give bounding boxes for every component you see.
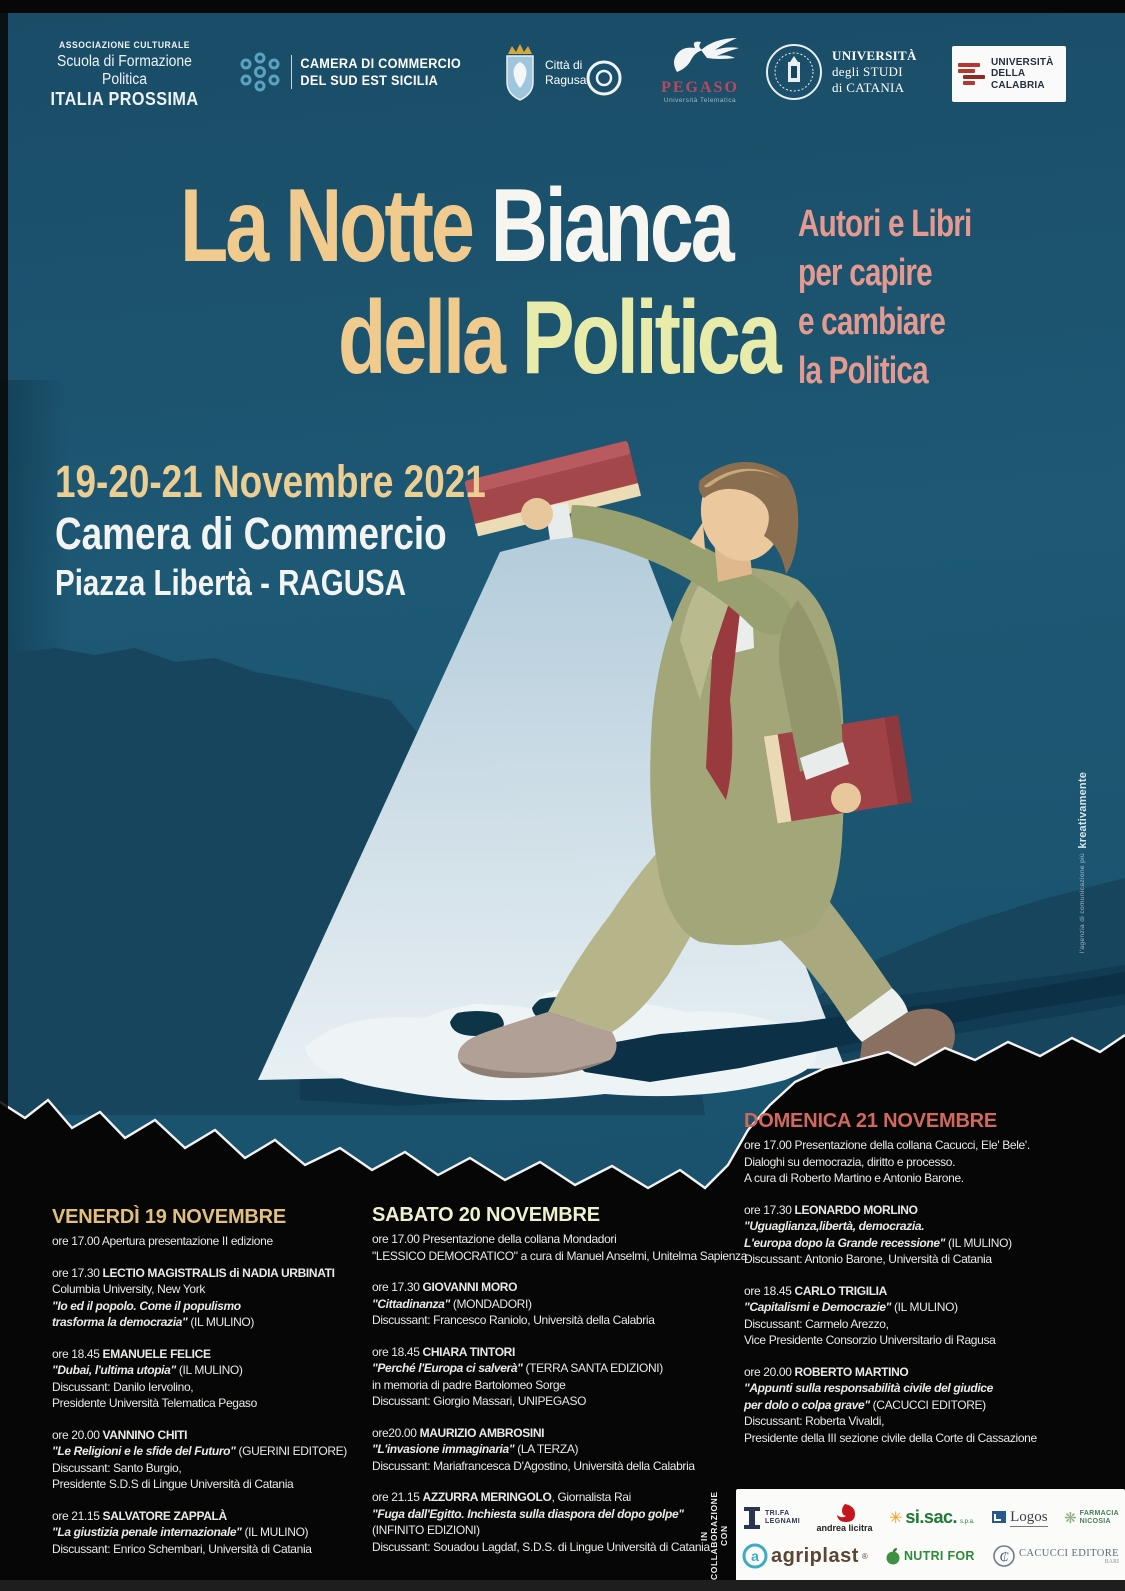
program-text-segment: (MONDADORI) (452, 1296, 532, 1311)
program-line (372, 1506, 724, 1523)
program-line (372, 1489, 724, 1506)
program-line (744, 1332, 1116, 1349)
program-line (372, 1522, 724, 1539)
program-line (744, 1235, 1116, 1252)
program-text-segment: (GUERINI EDITORE) (238, 1444, 347, 1458)
program-text-segment: LEONARDO MORLINO (794, 1202, 918, 1217)
program-event (372, 1231, 748, 1264)
sponsor-logos (991, 1509, 1048, 1527)
chamber-line1: CAMERA DI COMMERCIO (300, 56, 462, 71)
event-venue: Camera di Commercio (55, 508, 447, 559)
program-line (744, 1170, 1116, 1187)
program-line (52, 1476, 370, 1493)
program-text-segment: Columbia University, New York (52, 1282, 206, 1296)
program-text-segment: "La giustizia penale internazionale" (52, 1525, 245, 1539)
program-text-segment: ore20.00 (372, 1425, 420, 1440)
program-text-segment: (TERRA SANTA EDIZIONI) (525, 1361, 663, 1375)
program-text-segment: Discussant: Danilo Iervolino, (52, 1379, 194, 1394)
program-line (52, 1281, 370, 1298)
program-line (52, 1443, 370, 1460)
sponsor-box (736, 1489, 1125, 1583)
program-line (744, 1137, 1116, 1154)
program-line (744, 1283, 1116, 1300)
program-text-segment: , Giornalista Rai (551, 1490, 631, 1504)
program-event (744, 1137, 1116, 1187)
program-line (372, 1441, 724, 1458)
program-text-segment: (IL MULINO) (178, 1363, 243, 1377)
program-line (52, 1460, 370, 1477)
chamber-snowflake-icon (238, 50, 282, 94)
logos-square-icon (991, 1510, 1007, 1526)
design-credit (1074, 688, 1092, 953)
program-text-segment: CARLO TRIGILIA (794, 1283, 887, 1298)
program-text-segment: Discussant: Francesco Raniolo, Università della Calabria (372, 1313, 655, 1327)
catania-university-logo (764, 42, 917, 102)
title-word-della: della (338, 280, 522, 396)
program-line (744, 1413, 1116, 1430)
program-line (52, 1508, 370, 1525)
agriplast-reg: ® (861, 1551, 868, 1561)
program-line (52, 1233, 370, 1250)
program-text-segment: Discussant: Enrico Schembari, Università di Catania (52, 1541, 312, 1556)
program-line (744, 1316, 1116, 1333)
poster-bottom-edge (0, 1580, 1125, 1591)
calabria-line2: DELLA (991, 68, 1026, 80)
subtitle-line1: Autori e Libri (798, 203, 972, 245)
sisac-name: si.sac. (905, 1507, 957, 1528)
calabria-line3: CALABRIA (991, 79, 1045, 91)
program-line (372, 1279, 724, 1296)
program-text-segment: "Capitalismi e Democrazie" (744, 1300, 894, 1314)
ragusa-crest-icon (502, 42, 538, 104)
subtitle-line4: la Politica (798, 350, 928, 392)
program-text-segment: Presidente S.D.S di Lingue Università di Catania (52, 1477, 294, 1491)
sponsor-row-2 (742, 1543, 1119, 1569)
program-text-segment: VANNINO CHITI (102, 1427, 188, 1442)
program-line (52, 1314, 370, 1331)
sponsor-andrea-licitra (817, 1503, 873, 1533)
program-line (52, 1346, 370, 1363)
program-text-segment: GIOVANNI MORO (422, 1280, 518, 1294)
cacucci-seal-icon (992, 1544, 1016, 1568)
program-text-segment: A cura di Roberto Martino e Antonio Barone. (744, 1171, 964, 1185)
licitra-name: andrea licitra (816, 1522, 873, 1533)
program-line (744, 1364, 1116, 1381)
program-text-segment: MAURIZIO AMBROSINI (419, 1425, 545, 1440)
program-text-segment: "Fuga dall'Egitto. Inchiesta sulla diaspora del dopo golpe" (372, 1506, 684, 1521)
program-text-segment: ROBERTO MARTINO (794, 1364, 909, 1379)
program-text-segment: per dolo o colpa grave" (744, 1397, 873, 1412)
program-line (372, 1248, 748, 1265)
sisac-sub: s.p.a. (959, 1519, 975, 1526)
program-line (372, 1231, 724, 1248)
program-line (372, 1344, 724, 1361)
nicosia-line2: NICOSIA (1079, 1517, 1111, 1525)
program-event (52, 1427, 370, 1493)
program-line (372, 1296, 724, 1313)
poster-title-line2 (338, 282, 779, 394)
program-text-segment: SALVATORE ZAPPALÀ (102, 1508, 227, 1523)
title-word-la: La (180, 168, 286, 284)
credit-small-text: l'agenzia di comunicazione più (1079, 853, 1086, 953)
program-text-segment: ore 21.15 (372, 1490, 423, 1504)
program-text-segment: (CACUCCI EDITORE) (872, 1397, 986, 1412)
ring-logo-icon (584, 58, 624, 103)
program-text-segment: (LA TERZA) (517, 1442, 579, 1456)
program-event (744, 1364, 1116, 1447)
program-line (744, 1299, 1116, 1316)
program-event (52, 1265, 370, 1331)
program-text-segment: (IL MULINO) (244, 1525, 309, 1539)
program-text-segment: ore 21.15 (52, 1508, 103, 1523)
man-hand (831, 783, 861, 813)
program-text-segment: Presidente della III sezione civile della Corte di Cassazione (744, 1430, 1037, 1445)
program-event (372, 1489, 724, 1555)
program-line (372, 1312, 724, 1329)
program-text-segment: L'europa dopo la Grande recessione" (744, 1235, 948, 1250)
calabria-university-logo (952, 46, 1066, 102)
agriplast-name: agriplast (771, 1544, 859, 1567)
program-text-segment: "LESSICO DEMOCRATICO" a cura di Manuel Anselmi, Unitelma Sapienza (372, 1248, 748, 1263)
svg-text:₵: ₵ (999, 1549, 1009, 1565)
sponsor-farmacia-nicosia (1064, 1509, 1119, 1527)
collaboration-label: IN COLLABORAZIONE CON (699, 1491, 729, 1581)
pegaso-name: PEGASO (661, 79, 739, 96)
program-day-title: VENERDÌ 19 NOVEMBRE (52, 1206, 287, 1228)
title-word-notte: Notte (285, 168, 491, 284)
program-line (372, 1360, 724, 1377)
chamber-line2: DEL SUD EST SICILIA (300, 73, 439, 88)
association-line1: ASSOCIAZIONE CULTURALE (59, 40, 190, 51)
sponsor-agriplast (742, 1543, 868, 1569)
program-text-segment: "Le Religioni e le sfide del Futuro" (52, 1444, 239, 1458)
program-event (744, 1283, 1116, 1349)
man-hand (521, 498, 553, 530)
program-text-segment: ore 17.00 Apertura presentazione II edizione (52, 1234, 273, 1248)
program-text-segment: ore 18.45 (372, 1344, 423, 1359)
poster-top-edge (0, 0, 1125, 13)
program-event (52, 1346, 370, 1412)
trifa-beam-icon (742, 1505, 762, 1531)
program-text-segment: Discussant: Santo Burgio, (52, 1460, 182, 1475)
association-line3: ITALIA PROSSIMA (50, 89, 199, 109)
program-line (372, 1539, 724, 1556)
program-text-segment: "Uguaglianza,libertà, democrazia. (744, 1219, 925, 1233)
program-day-title: SABATO 20 NOVEMBRE (372, 1204, 600, 1226)
program-line (744, 1218, 1116, 1235)
cacucci-name: CACUCCI EDITORE (1018, 1547, 1119, 1559)
ragusa-city-logo (502, 42, 586, 104)
program-line (744, 1380, 1116, 1397)
program-event (372, 1425, 724, 1475)
program-text-segment: Discussant: Carmelo Arezzo, (744, 1316, 889, 1331)
sisac-sun-icon: ✳ (889, 1509, 903, 1527)
program-day-title: DOMENICA 21 NOVEMBRE (744, 1110, 998, 1132)
catania-seal-icon (764, 42, 824, 102)
program-text-segment: LECTIO MAGISTRALIS di NADIA URBINATI (102, 1265, 335, 1280)
program-text-segment: ore 18.45 (52, 1346, 103, 1361)
program-text-segment: (IL MULINO) (948, 1235, 1012, 1250)
event-address: Piazza Libertà - RAGUSA (55, 562, 407, 603)
program-line (52, 1427, 370, 1444)
nutrifor-apple-icon (885, 1547, 901, 1565)
agriplast-a-icon (742, 1543, 768, 1569)
credit-studio-name: kreativamente (1077, 771, 1089, 849)
program-text-segment: Dialoghi su democrazia, diritto e processo. (744, 1154, 956, 1169)
program-text-segment: CHIARA TINTORI (422, 1344, 515, 1359)
svg-text:a: a (751, 1548, 759, 1565)
program-column-saturday (372, 1204, 748, 1570)
program-line (52, 1524, 370, 1541)
program-line (744, 1154, 1116, 1171)
pegaso-university-logo (648, 36, 752, 104)
program-text-segment: Presidente Università Telematica Pegaso (52, 1396, 257, 1410)
program-text-segment: Discussant: Souadou Lagdaf, S.D.S. di Lingue Università di Catania (372, 1539, 710, 1554)
program-line (744, 1251, 1116, 1268)
subtitle-line3: e cambiare (798, 301, 946, 343)
program-text-segment: ore 17.30 (52, 1265, 103, 1280)
program-line (744, 1202, 1116, 1219)
program-text-segment: (IL MULINO) (190, 1315, 255, 1329)
program-text-segment: "Cittadinanza" (372, 1296, 453, 1311)
calabria-bars-icon (958, 63, 985, 85)
program-line (372, 1425, 724, 1442)
program-column-sunday (744, 1110, 1116, 1461)
title-word-politica: Politica (521, 280, 779, 396)
trifa-line2: LEGNAMI (765, 1517, 801, 1525)
program-text-segment: ore 17.00 Presentazione della collana Mondadori (372, 1232, 617, 1246)
sponsor-trifa-legnami (742, 1505, 800, 1531)
logos-name: Logos (1010, 1508, 1048, 1525)
program-event (744, 1202, 1116, 1268)
program-text-segment: Discussant: Giorgio Massari, UNIPEGASO (372, 1394, 587, 1408)
sponsor-nutrifor (885, 1547, 975, 1565)
program-text-segment: ore 17.00 Presentazione della collana Cacucci, Ele' Bele'. (744, 1138, 1030, 1152)
sponsor-row-1 (742, 1503, 1119, 1533)
title-word-bianca: Bianca (490, 168, 732, 284)
program-text-segment: Discussant: Antonio Barone, Università di Catania (744, 1252, 992, 1266)
nutrifor-name: NUTRI FOR (903, 1549, 975, 1564)
ragusa-line1: Città di (545, 58, 583, 72)
program-line (52, 1362, 370, 1379)
program-text-segment: "Appunti sulla responsabilità civile del giudice (744, 1381, 993, 1395)
nicosia-cross-icon: ❋ (1064, 1509, 1077, 1527)
catania-line2: degli STUDI (832, 64, 903, 79)
program-text-segment: (IL MULINO) (894, 1300, 958, 1314)
program-text-segment: Discussant: Roberta Vivaldi, (744, 1414, 885, 1428)
trifa-line1: TRI.FA (765, 1510, 790, 1518)
calabria-line1: UNIVERSITÀ (991, 56, 1054, 68)
poster-subtitle (798, 200, 972, 396)
program-line (52, 1541, 370, 1558)
program-text-segment: ore 17.30 (372, 1280, 423, 1294)
program-text-segment: "L'invasione immaginaria" (372, 1442, 518, 1456)
association-logo (48, 40, 201, 110)
sponsor-cacucci-editore (992, 1544, 1119, 1568)
program-text-segment: AZZURRA MERINGOLO (422, 1490, 552, 1504)
licitra-icon (834, 1503, 856, 1523)
subtitle-line2: per capire (798, 252, 932, 294)
pegaso-horse-icon (657, 36, 743, 76)
program-text-segment: Vice Presidente Consorzio Universitario di Ragusa (744, 1333, 996, 1347)
program-text-segment: (INFINITO EDIZIONI) (372, 1523, 480, 1537)
catania-line1: UNIVERSITÀ (832, 48, 917, 63)
program-text-segment: "Dubai, l'ultima utopia" (52, 1363, 179, 1377)
program-event (52, 1233, 370, 1250)
program-text-segment: "Perché l'Europa ci salverà" (372, 1361, 526, 1375)
program-text-segment: ore 18.45 (744, 1283, 795, 1298)
program-line (52, 1395, 370, 1412)
pegaso-subtitle: Università Telematica (663, 97, 737, 104)
program-text-segment: trasforma la democrazia" (52, 1315, 191, 1329)
program-line (52, 1298, 370, 1315)
program-event (372, 1344, 724, 1410)
program-text-segment: "Io ed il popolo. Come il populismo (52, 1298, 241, 1313)
cacucci-city: BARI (1104, 1558, 1119, 1565)
program-column-friday (52, 1206, 370, 1572)
association-line2: Scuola di Formazione Politica (57, 53, 192, 88)
program-line (52, 1379, 370, 1396)
program-text-segment: ore 20.00 (744, 1364, 795, 1379)
program-event (52, 1508, 370, 1558)
program-line (744, 1430, 1116, 1447)
program-text-segment: ore 20.00 (52, 1427, 103, 1442)
program-line (372, 1458, 724, 1475)
event-dates: 19-20-21 Novembre 2021 (55, 456, 486, 507)
program-line (744, 1397, 1116, 1414)
ragusa-line2: Ragusa (545, 73, 587, 87)
program-text-segment: ore 17.30 (744, 1202, 795, 1217)
program-text-segment: Discussant: Mariafrancesca D'Agostino, Università della Calabria (372, 1458, 695, 1473)
program-event (372, 1279, 724, 1329)
program-line (372, 1377, 724, 1394)
catania-line3: di CATANIA (832, 80, 905, 95)
nicosia-line1: FARMACIA (1079, 1510, 1119, 1518)
poster-left-edge (0, 0, 8, 1591)
program-line (372, 1393, 724, 1410)
chamber-of-commerce-logo (238, 50, 472, 94)
program-text-segment: in memoria di padre Bartolomeo Sorge (372, 1377, 566, 1392)
program-line (52, 1265, 370, 1282)
sponsor-sisac (889, 1507, 975, 1528)
program-text-segment: EMANUELE FELICE (102, 1346, 211, 1361)
poster-title-line1 (180, 170, 732, 282)
